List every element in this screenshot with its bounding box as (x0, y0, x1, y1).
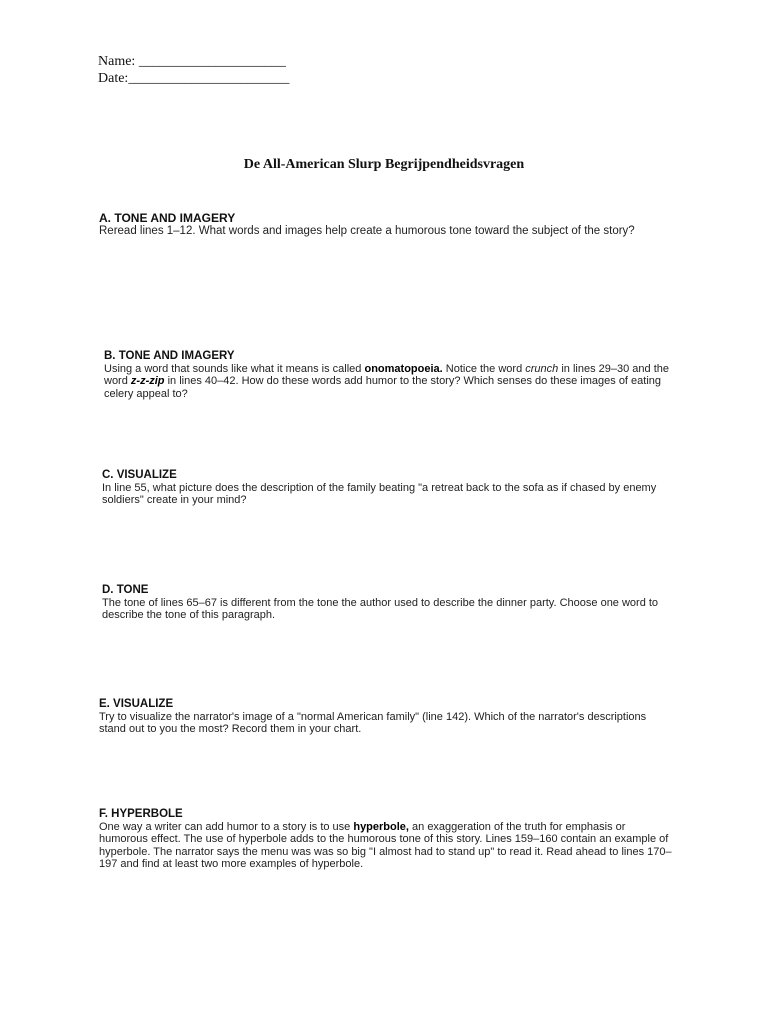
section-body: The tone of lines 65–67 is different from the tone the author used to describe the dinner party. Choose one word to describe the tone of this paragraph. (102, 596, 659, 621)
section-heading: E. VISUALIZE (99, 698, 174, 710)
section-heading: A. TONE AND IMAGERY (99, 211, 236, 225)
section-heading: F. HYPERBOLE (99, 808, 183, 820)
body-text: in lines 40–42. How do these words add humor to the story? Which senses do these images of eating celery appeal to? (104, 375, 662, 400)
section-body: In line 55, what picture does the description of the family beating "a retreat back to the sofa as if chased by enemy soldiers" create in your mind? (102, 481, 657, 506)
section-heading: D. TONE (102, 584, 149, 596)
term-crunch: crunch (525, 362, 559, 375)
term-zzzip: z-z-zip (130, 375, 165, 387)
name-field-label: Name: _____________________ (98, 54, 286, 69)
section-body (104, 363, 674, 401)
question-section-e (99, 698, 675, 736)
body-text: in lines 29–30 and the word (104, 362, 669, 387)
term-hyperbole: hyperbole, (353, 820, 409, 833)
term-onomatopoeia: onomatopoeia. (364, 362, 443, 375)
body-text: Using a word that sounds like what it means is called (104, 362, 365, 375)
body-text: an exaggeration of the truth for emphasis or humorous effect. The use of hyperbole adds to the humorous tone of this story. Lines 159–160 contain an example of hyperbole. The narrator says the menu was was so big "I almost had to stand up" to read it. Read ahead to lines 170–197 and find at least two more examples of hyperbole. (99, 820, 672, 870)
section-body: Reread lines 1–12. What words and images help create a humorous tone toward the subject of the story? (99, 225, 635, 237)
section-body: Try to visualize the narrator's image of a "normal American family" (line 142). Which of the narrator's descriptions stand out to you the most? Record them in your chart. (99, 710, 647, 735)
question-section-b (104, 350, 674, 400)
body-text: One way a writer can add humor to a story is to use (99, 820, 354, 833)
document-title: De All-American Slurp Begrijpendheidsvragen (243, 157, 525, 172)
section-body (99, 821, 675, 871)
question-section-a (99, 212, 679, 238)
question-section-f (99, 808, 675, 871)
question-section-d (102, 584, 674, 622)
question-section-c (102, 469, 674, 507)
section-heading: C. VISUALIZE (102, 469, 177, 481)
body-text: Notice the word (442, 362, 526, 375)
section-heading: B. TONE AND IMAGERY (104, 350, 235, 362)
date-field-label: Date:_______________________ (98, 71, 290, 86)
